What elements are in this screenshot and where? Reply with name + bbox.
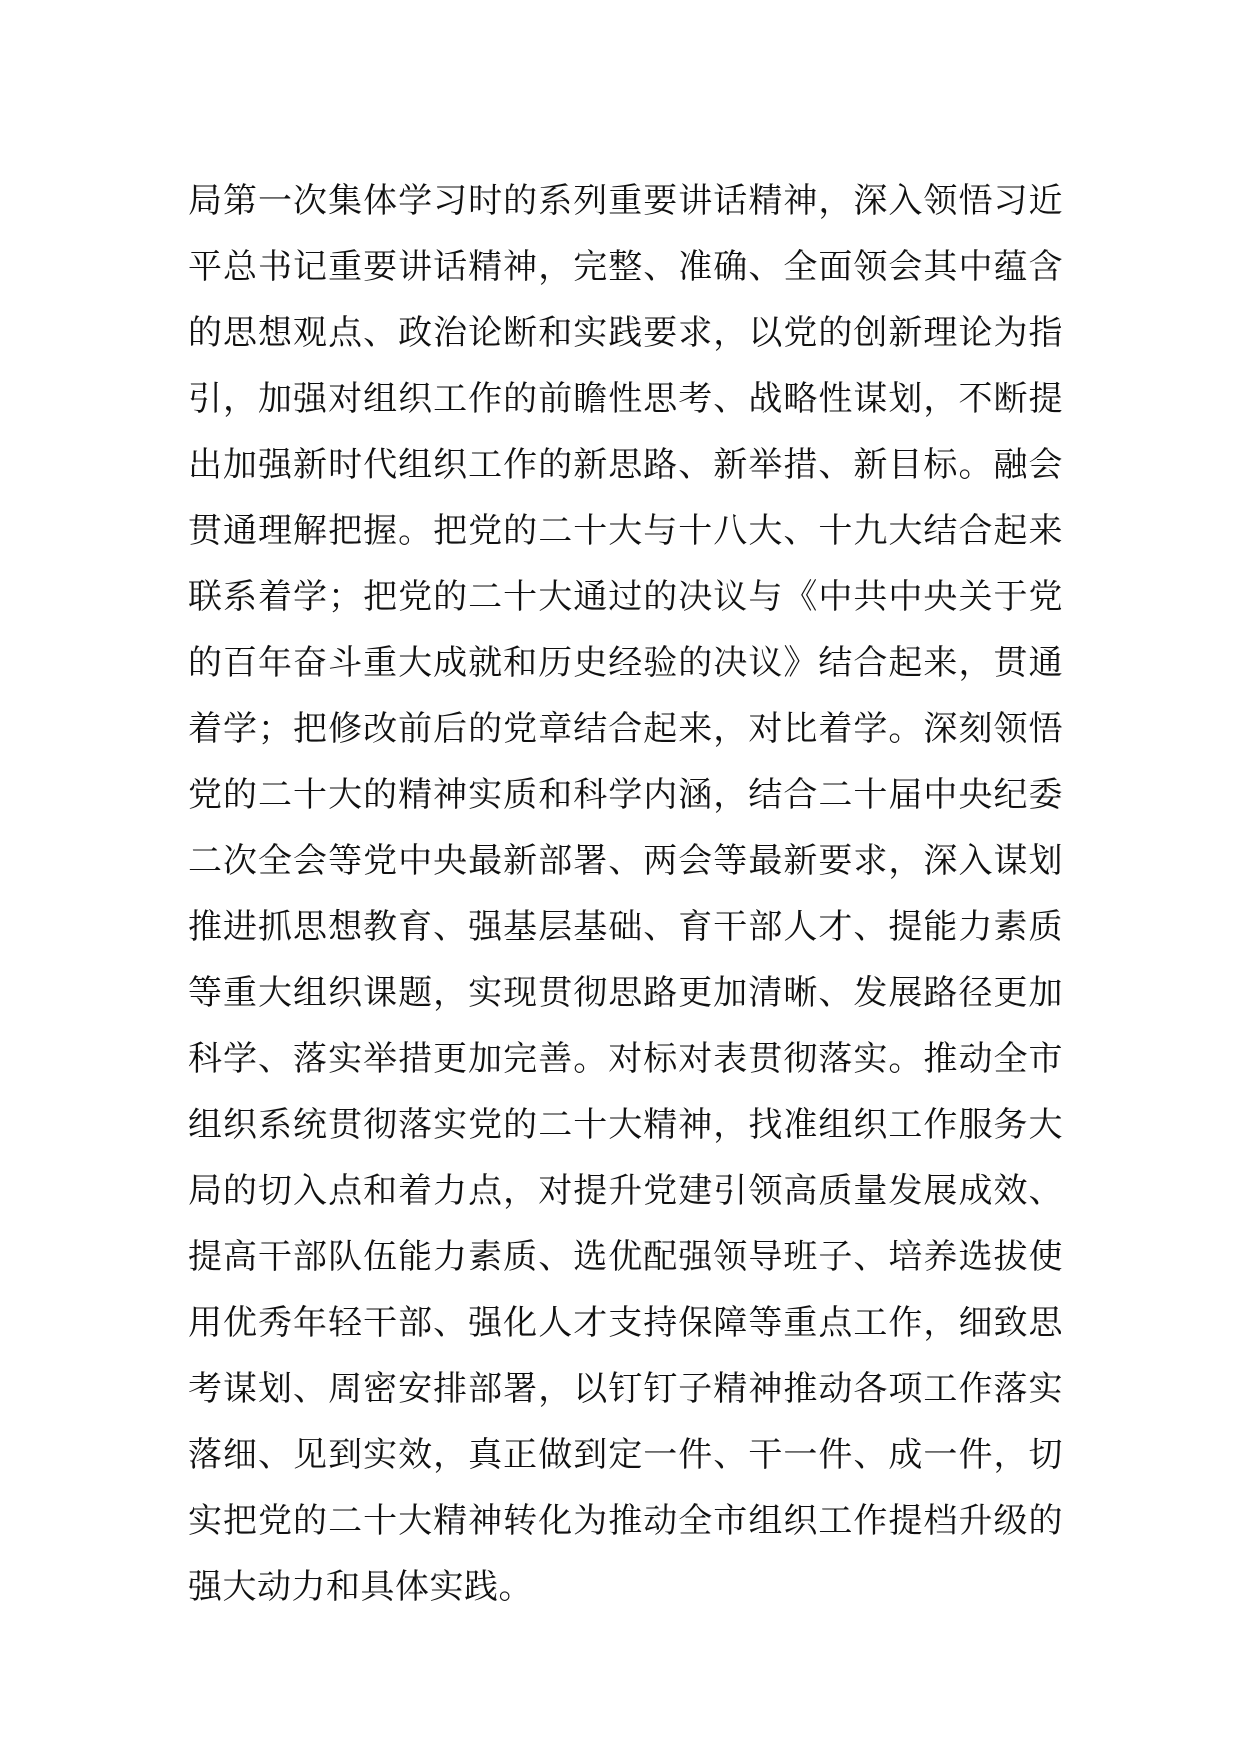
text-line: 党的二十大的精神实质和科学内涵，结合二十届中央纪委	[188, 775, 1063, 815]
text-line: 实把党的二十大精神转化为推动全市组织工作提档升级的	[188, 1501, 1063, 1541]
text-line: 平总书记重要讲话精神，完整、准确、全面领会其中蕴含	[188, 247, 1063, 287]
text-line: 局第一次集体学习时的系列重要讲话精神，深入领悟习近	[188, 181, 1063, 221]
text-line: 等重大组织课题，实现贯彻思路更加清晰、发展路径更加	[188, 973, 1063, 1013]
text-line: 着学；把修改前后的党章结合起来，对比着学。深刻领悟	[188, 709, 1063, 749]
text-line: 引，加强对组织工作的前瞻性思考、战略性谋划，不断提	[188, 379, 1063, 419]
text-line: 二次全会等党中央最新部署、两会等最新要求，深入谋划	[188, 841, 1063, 881]
text-line: 落细、见到实效，真正做到定一件、干一件、成一件，切	[188, 1435, 1063, 1475]
text-line: 用优秀年轻干部、强化人才支持保障等重点工作，细致思	[188, 1303, 1063, 1343]
body-paragraph	[188, 168, 1063, 1620]
text-line: 的百年奋斗重大成就和历史经验的决议》结合起来，贯通	[188, 643, 1063, 683]
text-line: 考谋划、周密安排部署，以钉钉子精神推动各项工作落实	[188, 1369, 1063, 1409]
text-line: 科学、落实举措更加完善。对标对表贯彻落实。推动全市	[188, 1039, 1063, 1079]
text-line: 出加强新时代组织工作的新思路、新举措、新目标。融会	[188, 445, 1063, 485]
text-line: 联系着学；把党的二十大通过的决议与《中共中央关于党	[188, 577, 1063, 617]
text-line: 推进抓思想教育、强基层基础、育干部人才、提能力素质	[188, 907, 1063, 947]
text-line: 提高干部队伍能力素质、选优配强领导班子、培养选拔使	[188, 1237, 1063, 1277]
text-line: 的思想观点、政治论断和实践要求，以党的创新理论为指	[188, 313, 1063, 353]
text-line: 组织系统贯彻落实党的二十大精神，找准组织工作服务大	[188, 1105, 1063, 1145]
text-line-last: 强大动力和具体实践。	[188, 1567, 533, 1607]
text-line: 贯通理解把握。把党的二十大与十八大、十九大结合起来	[188, 511, 1063, 551]
text-line: 局的切入点和着力点，对提升党建引领高质量发展成效、	[188, 1171, 1063, 1211]
